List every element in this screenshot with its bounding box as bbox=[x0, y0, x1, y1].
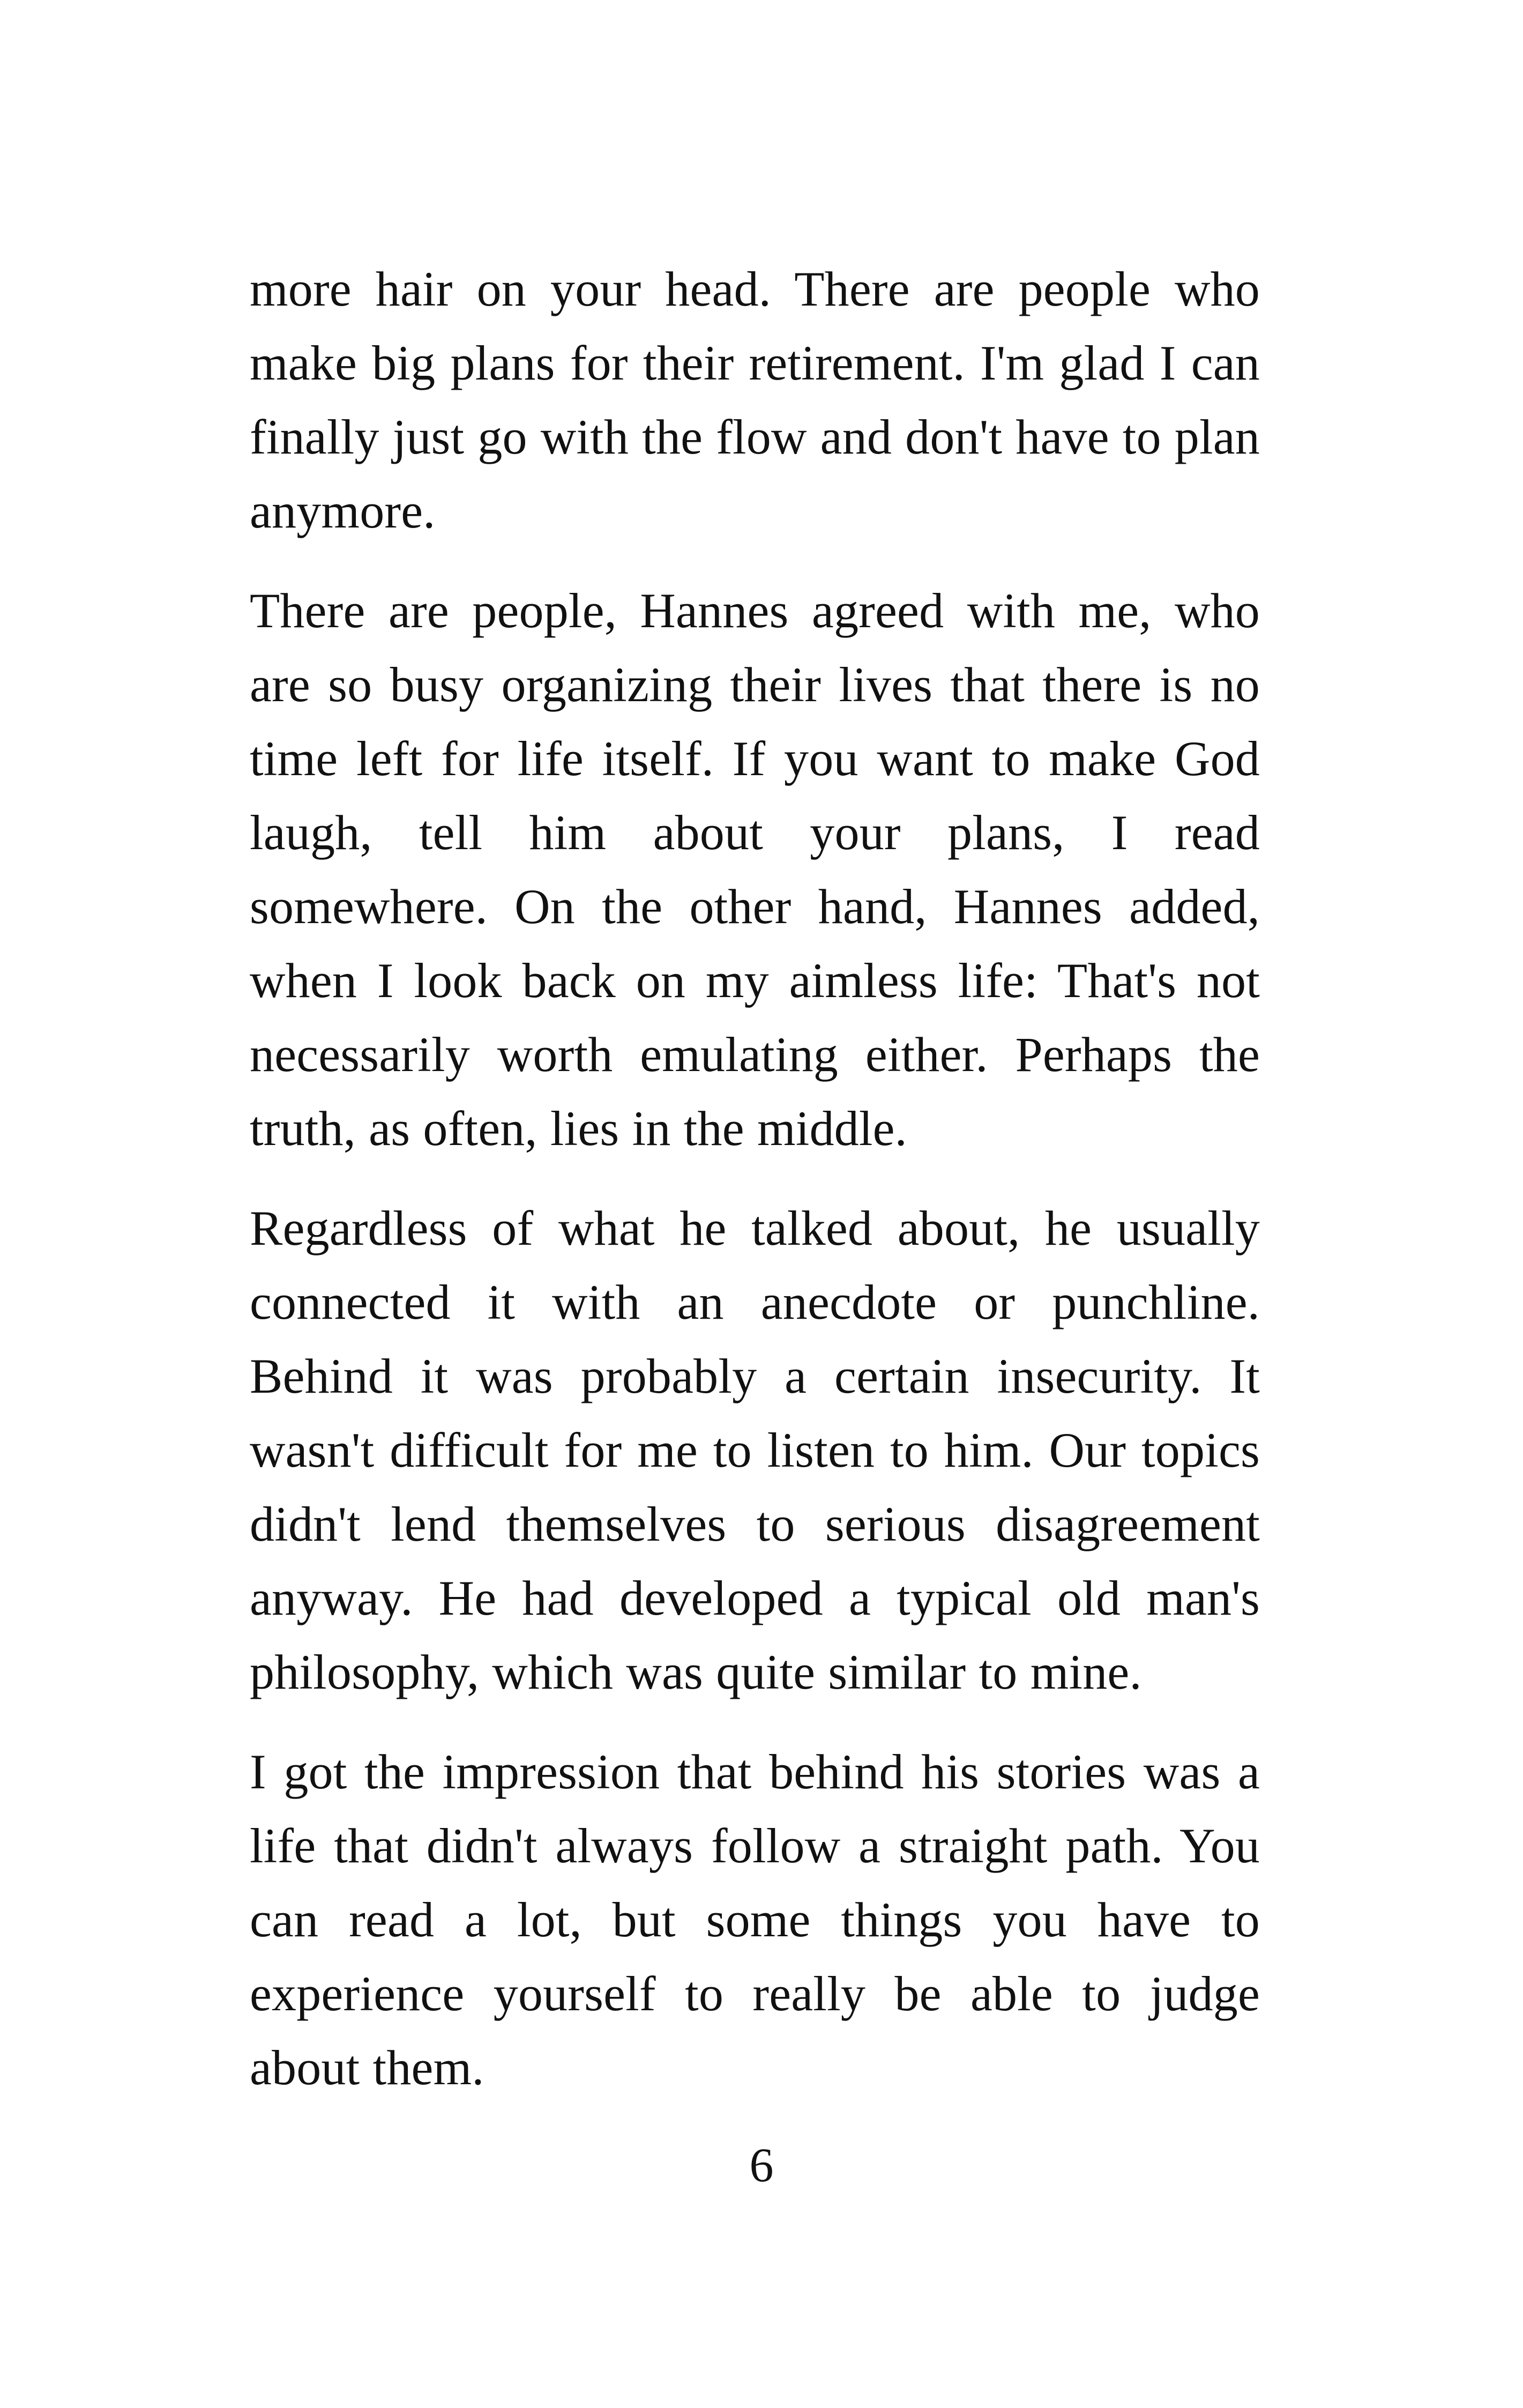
paragraph-4: I got the impression that behind his stories was a life that didn't always follow a straight path. You can read a lot, but some things you have to experience yourself to really be able to judge about them. bbox=[250, 1744, 1260, 2095]
page-number: 6 bbox=[749, 2139, 774, 2192]
paragraph-1: more hair on your head. There are people who make big plans for their retirement. I'm glad I can finally just go with the flow and don't have to plan anymore. bbox=[250, 262, 1260, 538]
paragraph-2: There are people, Hannes agreed with me, who are so busy organizing their lives that there is no time left for life itself. If you want to make God laugh, tell him about your plans, I read somewhere. On the other hand, Hannes added, when I look back on my aimless life: That's not necessarily worth emulating either. Perhaps the truth, as often, lies in the middle. bbox=[250, 583, 1260, 1156]
paragraph-3: Regardless of what he talked about, he usually connected it with an anecdote or punchline. Behind it was probably a certain insecurity. It wasn't difficult for me to listen to him. Our topics didn't lend themselves to serious disagreement anyway. He had developed a typical old man's philosophy, which was quite similar to mine. bbox=[250, 1201, 1260, 1699]
body-text bbox=[250, 252, 1260, 2130]
